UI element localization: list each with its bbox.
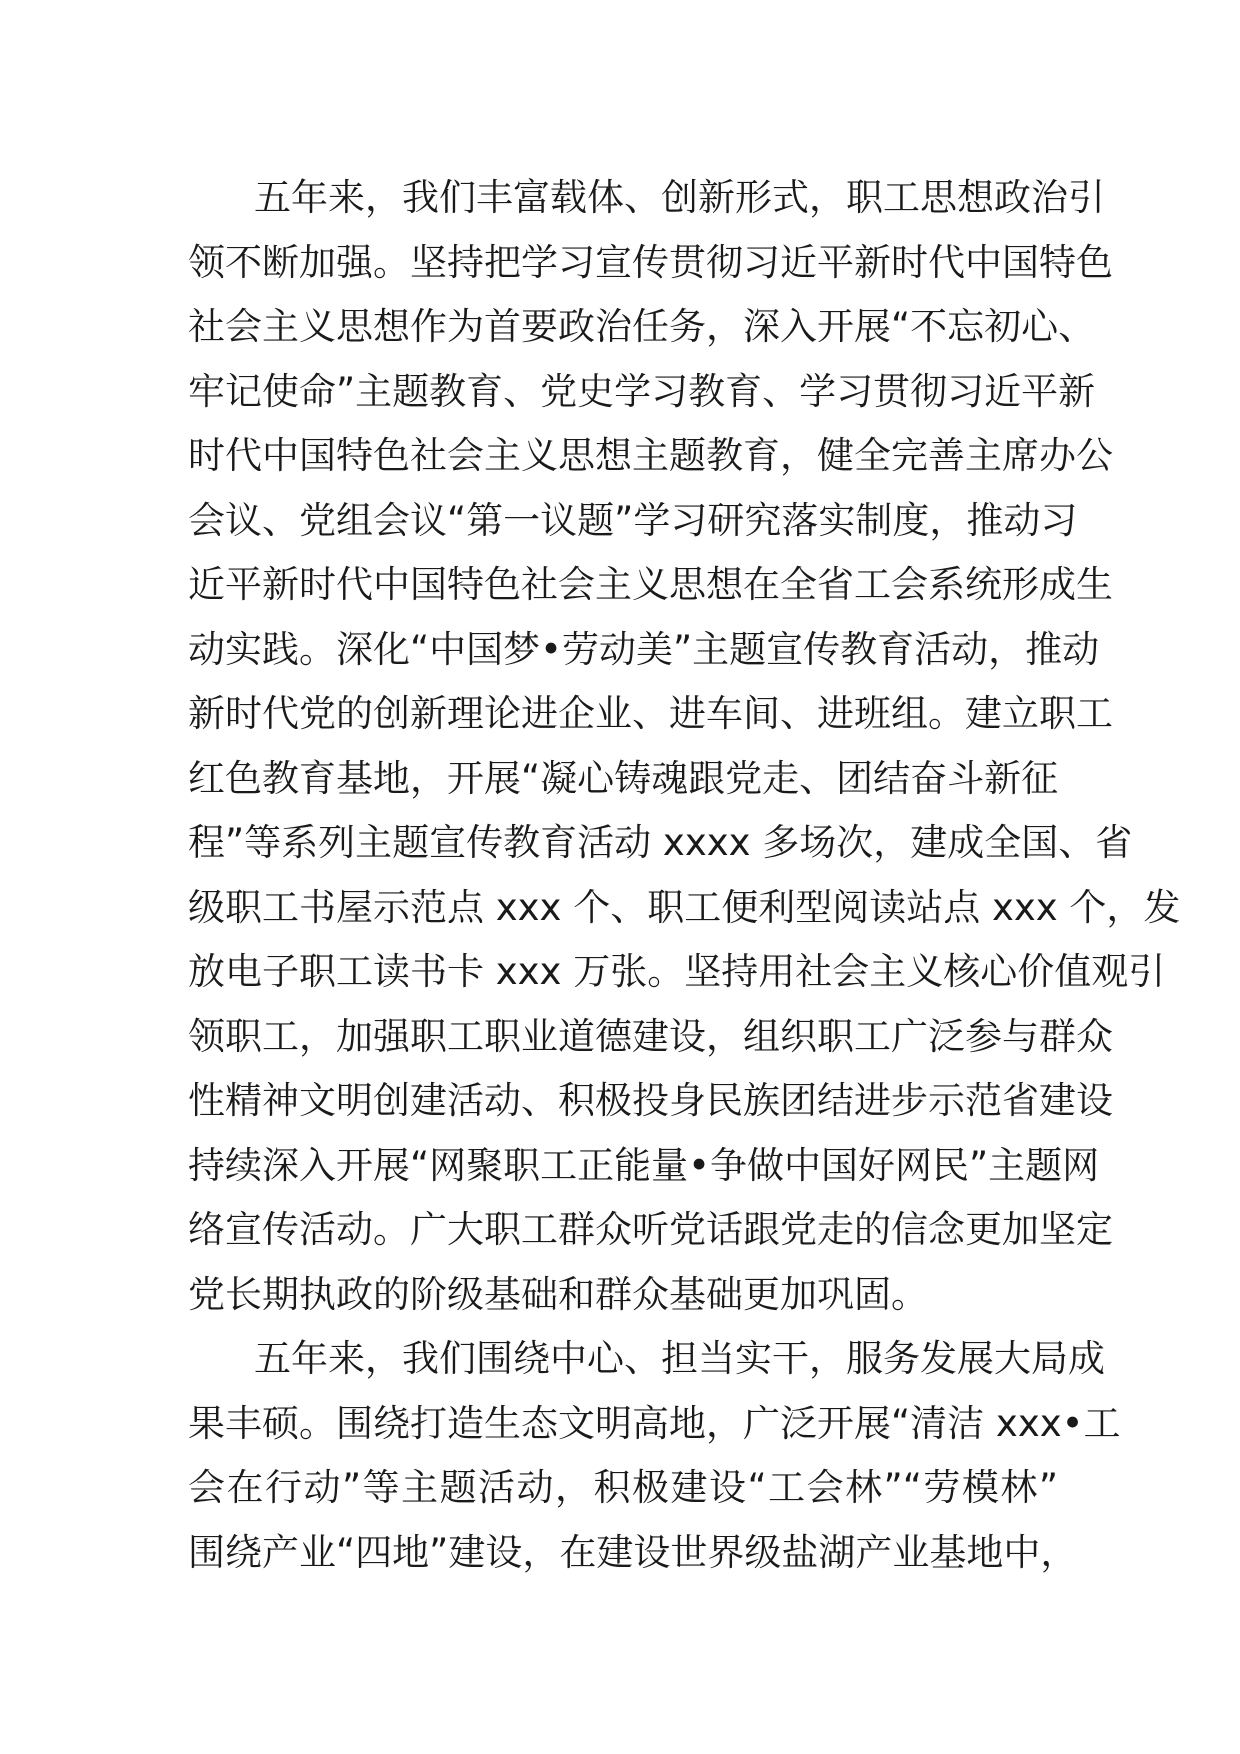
text-line: 领不断加强。坚持把学习宣传贯彻习近平新时代中国特色 [188,240,1113,284]
text-line: 络宣传活动。广大职工群众听党话跟党走的信念更加坚定 [188,1208,1113,1251]
text-line: 放电子职工读书卡 xxx 万张。坚持用社会主义核心价值观引 [188,950,1166,993]
text-line: 领职工，加强职工职业道德建设，组织职工广泛参与群众 [188,1014,1113,1058]
paragraph-2 [188,1327,1121,1585]
text-line: 牢记使命”主题教育、党史学习教育、学习贯彻习近平新 [188,369,1096,413]
text-line: 性精神文明创建活动、积极投身民族团结进步示范省建设 [188,1079,1113,1122]
body-text [188,166,1181,1585]
text-line: 会在行动”等主题活动，积极建设“工会林”“劳模林” [188,1466,1058,1509]
text-line: 时代中国特色社会主义思想主题教育，健全完善主席办公 [188,434,1113,477]
text-line: 持续深入开展“网聚职工正能量•争做中国好网民”主题网 [188,1143,1100,1187]
paragraph-1 [188,166,1181,1327]
text-line: 近平新时代中国特色社会主义思想在全省工会系统形成生 [188,563,1113,606]
text-line: 围绕产业“四地”建设，在建设世界级盐湖产业基地中， [188,1530,1078,1574]
text-line: 动实践。深化“中国梦•劳动美”主题宣传教育活动，推动 [188,627,1100,671]
text-line: 会议、党组会议“第一议题”学习研究落实制度，推动习 [188,498,1078,542]
text-line: 程”等系列主题宣传教育活动 xxxx 多场次，建成全国、省 [188,821,1133,864]
text-line: 五年来，我们围绕中心、担当实干，服务发展大局成 [254,1337,1105,1380]
text-line: 党长期执政的阶级基础和群众基础更加巩固。 [188,1272,928,1316]
text-line: 级职工书屋示范点 xxx 个、职工便利型阅读站点 xxx 个，发 [188,885,1181,929]
text-line: 新时代党的创新理论进企业、进车间、进班组。建立职工 [188,692,1113,735]
text-line: 果丰硕。围绕打造生态文明高地，广泛开展“清洁 xxx•工 [188,1401,1121,1445]
text-line: 五年来，我们丰富载体、创新形式，职工思想政治引 [254,176,1105,219]
text-line: 社会主义思想作为首要政治任务，深入开展“不忘初心、 [188,305,1096,348]
text-line: 红色教育基地，开展“凝心铸魂跟党走、团结奋斗新征 [188,756,1059,800]
